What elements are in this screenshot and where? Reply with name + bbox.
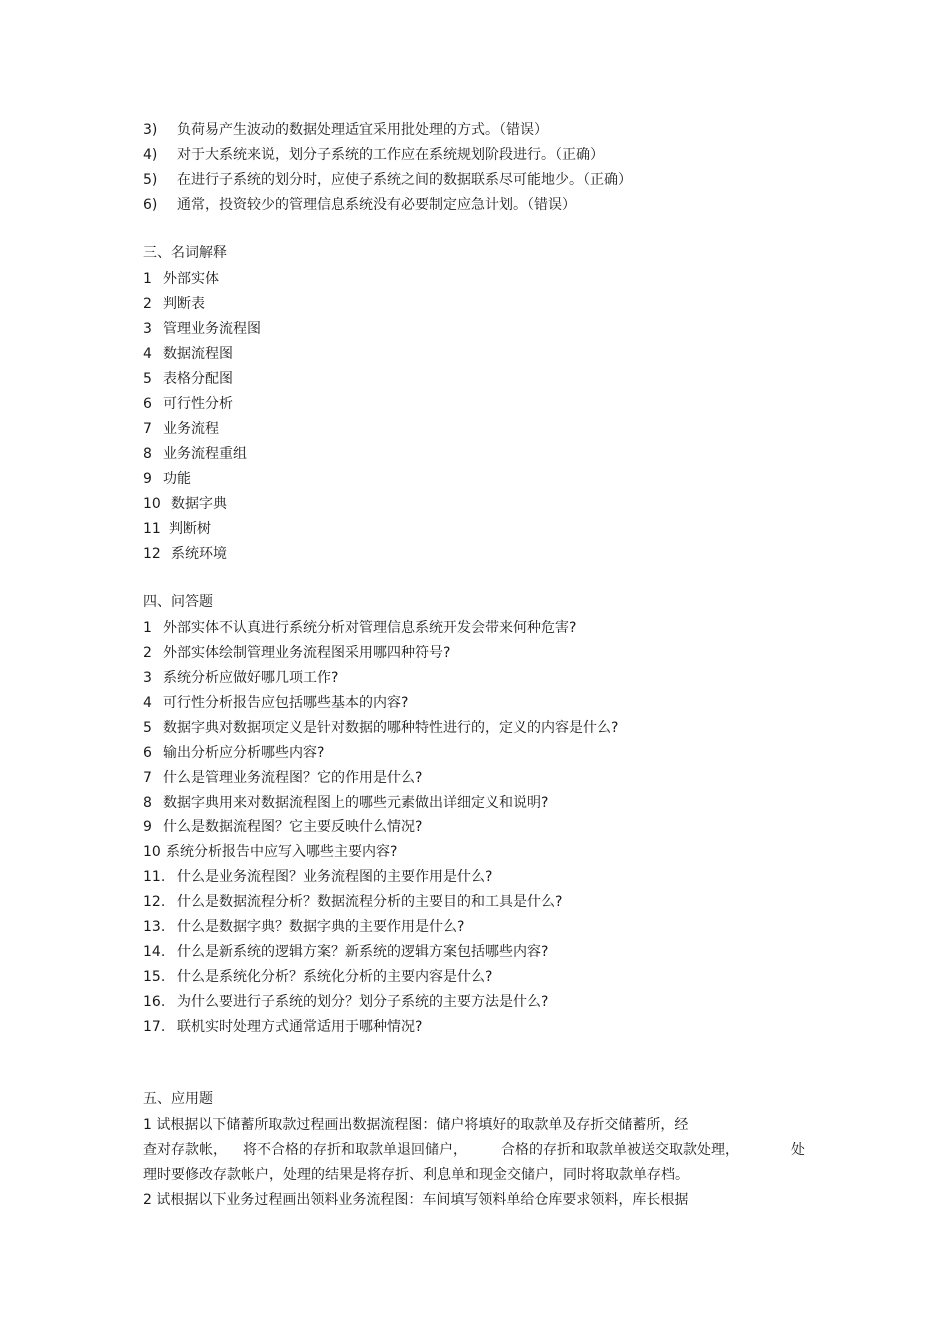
section-heading: 三、名词解释 (143, 245, 227, 261)
item-number: 11. (143, 869, 166, 885)
item-text: 系统分析报告中应写入哪些主要内容? (166, 844, 398, 860)
item-number: 10 (143, 844, 161, 860)
list-item (143, 868, 492, 886)
list-item (143, 395, 233, 413)
list-item (143, 843, 397, 861)
paragraph-line: 1 试根据以下储蓄所取款过程画出数据流程图：储户将填好的取款单及存折交储蓄所，经 (143, 1117, 689, 1133)
judgement-item (143, 196, 576, 214)
item-number: 3) (143, 122, 158, 138)
item-text: 可行性分析 (163, 396, 233, 412)
item-number: 2 (143, 645, 152, 661)
item-text: 对于大系统来说，划分子系统的工作应在系统规划阶段进行。（正确） (177, 147, 604, 163)
list-item (143, 420, 219, 438)
item-number: 9 (143, 471, 152, 487)
item-number: 6 (143, 745, 152, 761)
judgement-item (143, 171, 632, 189)
item-number: 2 (143, 296, 152, 312)
item-number: 13. (143, 919, 166, 935)
item-text: 数据流程图 (163, 346, 233, 362)
section-heading: 五、应用题 (143, 1091, 213, 1107)
item-text: 系统分析应做好哪几项工作? (163, 670, 339, 686)
item-number: 16. (143, 994, 166, 1010)
item-text: 什么是数据字典？数据字典的主要作用是什么? (177, 919, 465, 935)
item-number: 12. (143, 894, 166, 910)
item-text: 什么是业务流程图？业务流程图的主要作用是什么? (177, 869, 493, 885)
item-text: 系统环境 (171, 546, 227, 562)
list-item (143, 320, 261, 338)
list-item (143, 893, 562, 911)
item-text: 什么是系统化分析？系统化分析的主要内容是什么? (177, 969, 493, 985)
item-text: 什么是数据流程分析？数据流程分析的主要目的和工具是什么? (177, 894, 563, 910)
list-item (143, 744, 324, 762)
item-number: 1 (143, 271, 152, 287)
list-item (143, 943, 548, 961)
list-item (143, 345, 233, 363)
item-number: 7 (143, 770, 152, 786)
item-text: 什么是数据流程图？它主要反映什么情况? (163, 819, 423, 835)
item-number: 8 (143, 446, 152, 462)
item-text: 管理业务流程图 (163, 321, 261, 337)
item-number: 5) (143, 172, 158, 188)
list-item (143, 470, 191, 488)
text-segment: 合格的存折和取款单被送交取款处理， (501, 1142, 739, 1158)
item-number: 6) (143, 197, 158, 213)
item-number: 3 (143, 321, 152, 337)
item-text: 在进行子系统的划分时，应使子系统之间的数据联系尽可能地少。（正确） (177, 172, 632, 188)
judgement-item (143, 146, 604, 164)
item-text: 功能 (163, 471, 191, 487)
item-text: 可行性分析报告应包括哪些基本的内容? (163, 695, 409, 711)
item-text: 什么是新系统的逻辑方案？新系统的逻辑方案包括哪些内容? (177, 944, 549, 960)
list-item (143, 495, 227, 513)
item-number: 4 (143, 346, 152, 362)
list-item (143, 669, 338, 687)
list-item (143, 993, 548, 1011)
paragraph-line (143, 1141, 739, 1159)
list-item (143, 520, 211, 538)
item-number: 4) (143, 147, 158, 163)
item-text: 判断表 (163, 296, 205, 312)
item-number: 1 (143, 620, 152, 636)
item-text: 联机实时处理方式通常适用于哪种情况? (177, 1019, 423, 1035)
item-number: 4 (143, 695, 152, 711)
paragraph-line: 理时要修改存款帐户，处理的结果是将存折、利息单和现金交储户，同时将取款单存档。 (143, 1167, 689, 1183)
list-item (143, 694, 408, 712)
item-text: 什么是管理业务流程图？它的作用是什么? (163, 770, 423, 786)
list-item (143, 968, 492, 986)
item-text: 数据字典对数据项定义是针对数据的哪种特性进行的，定义的内容是什么? (163, 720, 619, 736)
item-number: 10 (143, 496, 161, 512)
list-item (143, 1018, 422, 1036)
item-number: 6 (143, 396, 152, 412)
item-text: 外部实体 (163, 271, 219, 287)
judgement-item (143, 121, 548, 139)
item-text: 为什么要进行子系统的划分？划分子系统的主要方法是什么? (177, 994, 549, 1010)
list-item (143, 270, 219, 288)
item-text: 数据字典 (171, 496, 227, 512)
list-item (143, 719, 618, 737)
list-item (143, 794, 548, 812)
item-number: 11 (143, 521, 161, 537)
text-segment: 将不合格的存折和取款单退回储户， (243, 1142, 467, 1158)
paragraph-line: 2 试根据以下业务过程画出领料业务流程图：车间填写领料单给仓库要求领料，库长根据 (143, 1192, 689, 1208)
item-text: 外部实体不认真进行系统分析对管理信息系统开发会带来何种危害? (163, 620, 577, 636)
item-text: 输出分析应分析哪些内容? (163, 745, 325, 761)
item-text: 通常，投资较少的管理信息系统没有必要制定应急计划。（错误） (177, 197, 576, 213)
text-segment: 查对存款帐， (143, 1142, 227, 1158)
list-item (143, 818, 422, 836)
list-item (143, 769, 422, 787)
item-text: 负荷易产生波动的数据处理适宜采用批处理的方式。（错误） (177, 122, 548, 138)
item-text: 外部实体绘制管理业务流程图采用哪四种符号? (163, 645, 451, 661)
item-text: 数据字典用来对数据流程图上的哪些元素做出详细定义和说明? (163, 795, 549, 811)
list-item (143, 370, 233, 388)
list-item (143, 545, 227, 563)
item-number: 5 (143, 720, 152, 736)
item-number: 15. (143, 969, 166, 985)
section-heading: 四、问答题 (143, 594, 213, 610)
item-number: 17. (143, 1019, 166, 1035)
list-item (143, 619, 576, 637)
item-number: 14. (143, 944, 166, 960)
item-number: 9 (143, 819, 152, 835)
item-number: 5 (143, 371, 152, 387)
item-number: 3 (143, 670, 152, 686)
list-item (143, 295, 205, 313)
list-item (143, 644, 450, 662)
item-text: 表格分配图 (163, 371, 233, 387)
item-number: 12 (143, 546, 161, 562)
item-text: 业务流程重组 (163, 446, 247, 462)
item-text: 业务流程 (163, 421, 219, 437)
item-number: 8 (143, 795, 152, 811)
list-item (143, 445, 247, 463)
item-text: 判断树 (169, 521, 211, 537)
list-item (143, 918, 464, 936)
text-segment: 处 (791, 1142, 805, 1158)
item-number: 7 (143, 421, 152, 437)
